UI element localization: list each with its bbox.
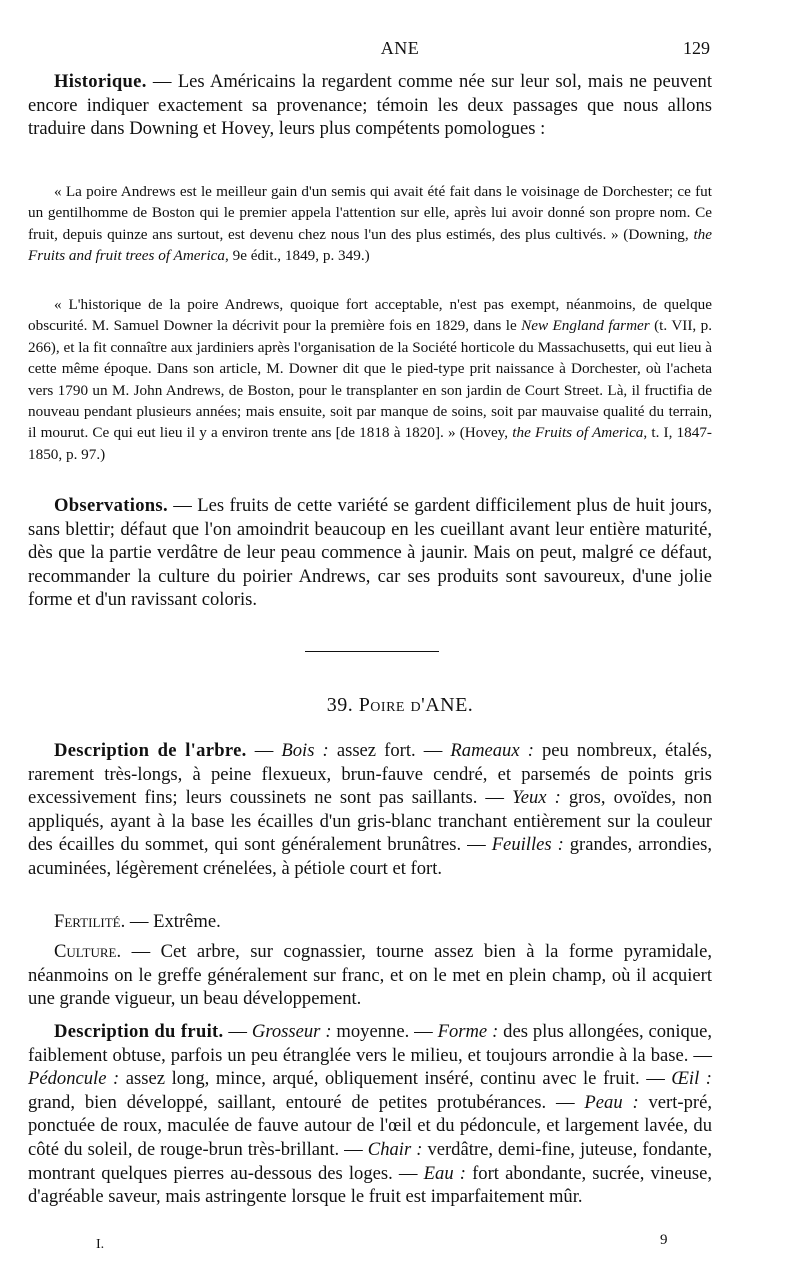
- rameaux-label: Rameaux :: [450, 740, 534, 761]
- dash: —: [246, 740, 282, 761]
- fertilite-paragraph: [28, 910, 712, 934]
- fruit-heading: Description du fruit.: [54, 1021, 224, 1042]
- grosseur-text: moyenne. —: [331, 1021, 438, 1042]
- feuilles-label: Feuilles :: [491, 834, 564, 856]
- bois-label: Bois :: [281, 740, 329, 761]
- rameaux-text: peu nombreux, étalés, rarement très-longs, à peine flexueux, brun-fauve cendré, et parsemés de points gris excessivement fins; leurs coussinets ne sont pas saillants. —: [28, 740, 713, 809]
- section-poire: Poire: [358, 694, 405, 716]
- arbre-heading: Description de l'arbre.: [54, 740, 247, 761]
- quote1-citation: , 9e édit., 1849, p. 349.): [225, 247, 370, 265]
- yeux-text: gros, ovoïdes, non appliqués, ayant à la base les écailles d'un gris-blanc tranchant entièrement sur la couleur des écailles du sommet, qui sont généralement brunâtres. —: [28, 787, 713, 856]
- signature-mark: I.: [96, 1237, 105, 1252]
- culture-text: — Cet arbre, sur cognassier, tourne assez bien à la forme pyramidale, néanmoins on le greffe généralement sur franc, et on le met en plein champ, où il acquiert une grande vigueur, un beau développement.: [28, 941, 712, 1010]
- pedoncule-label: Pédoncule :: [28, 1068, 120, 1090]
- peau-text: vert-pré, ponctuée de roux, maculée de fauve autour de l'œil et du pédoncule, et largement lavée, du côté du soleil, de rouge-brun très-brillant. —: [28, 1091, 712, 1160]
- culture-label: Culture.: [54, 941, 122, 962]
- dash: —: [167, 495, 198, 516]
- section-number: 39.: [326, 694, 354, 716]
- fertilite-text: — Extrême.: [125, 911, 221, 932]
- page-number: 129: [683, 38, 710, 58]
- quote2-text-b: (t. VII, p. 266), et la fit connaître aux jardiniers après l'organisation de la Société horticole du Massachusetts, qui eut lieu à cette même époque. Dans son article, M. Downer dit que le pied-type prit naissance à Dorchester, où l'acheta vers 1790 un M. John Andrews, de Boston, pour le transplanter en son jardin de Court Street. Là, il fructifia de nouveau pendant plusieurs années; mais ensuite, soit par manque de soins, soit par mauvaise qualité du terrain, il mourut. Ce qui eut lieu il y a environ trente ans [de 1818 à 1820]. » (Hovey,: [28, 317, 712, 442]
- downing-quote: [28, 181, 712, 267]
- oeil-label: Œil :: [671, 1068, 712, 1090]
- dash: —: [223, 1021, 252, 1042]
- oeil-text: grand, bien développé, saillant, entouré de petites protubérances. —: [28, 1091, 585, 1113]
- pedoncule-text: assez long, mince, arqué, obliquement inséré, continu avec le fruit. —: [119, 1068, 672, 1090]
- hovey-quote: [28, 294, 712, 465]
- feuilles-text: grandes, arrondies, acuminées, légèrement crénelées, à pétiole court et fort.: [28, 834, 713, 879]
- eau-label: Eau :: [423, 1162, 466, 1184]
- arbre-paragraph: [28, 739, 712, 881]
- quote2-book-title: the Fruits of America: [512, 424, 644, 442]
- culture-paragraph: [28, 940, 712, 1011]
- eau-text: fort abondante, sucrée, vineuse, d'agréable saveur, mais astringente lorsque le fruit est imparfaitement mûr.: [28, 1162, 713, 1208]
- historique-text: Les Américains la regardent comme née sur leur sol, mais ne peuvent encore indiquer exactement sa provenance; témoin les deux passages que nous allons traduire dans Downing et Hovey, leurs plus compétents pomologues :: [28, 71, 713, 140]
- grosseur-label: Grosseur :: [251, 1021, 332, 1042]
- fruit-paragraph: [28, 1020, 712, 1209]
- running-head: [0, 38, 800, 62]
- forme-text: des plus allongées, conique, faiblement obtuse, parfois un peu étranglée vers le milieu, et toujours arrondie à la base. —: [28, 1021, 713, 1066]
- running-head-title: ANE: [380, 38, 420, 58]
- historique-paragraph: [28, 70, 712, 141]
- section-name: ANE.: [425, 694, 474, 716]
- quote2-text-a: « L'historique de la poire Andrews, quoique fort acceptable, n'est pas exempt, néanmoins, de quelque obscurité. M. Samuel Downer la décrivit pour la première fois en 1829, dans le: [28, 296, 712, 335]
- observations-heading: Observations.: [54, 495, 168, 516]
- chair-label: Chair :: [367, 1138, 423, 1160]
- historique-heading: Historique.: [54, 71, 147, 92]
- quote2-journal-title: New England farmer: [521, 317, 650, 335]
- gathering-number: 9: [660, 1232, 668, 1248]
- section-d: d': [410, 694, 426, 716]
- quote2-citation: , t. I, 1847-1850, p. 97.): [28, 424, 712, 463]
- observations-text: Les fruits de cette variété se gardent difficilement plus de huit jours, sans blettir; défaut que l'on amoindrit beaucoup en les cueillant avant leur entière maturité, dès que la partie verdâtre de leur peau commence à jaunir. Mais on peut, malgré ce défaut, recommander la culture du poirier Andrews, car ses produits sont savoureux, d'une jolie forme et d'un ravissant coloris.: [28, 495, 712, 611]
- section-title: [0, 694, 800, 717]
- chair-text: verdâtre, demi-fine, juteuse, fondante, montrant quelques pierres au-dessous des loges. —: [28, 1138, 712, 1184]
- fertilite-label: Fertilité.: [54, 911, 126, 932]
- observations-paragraph: [28, 494, 712, 612]
- bois-text: assez fort. —: [328, 740, 451, 761]
- section-divider: [305, 651, 439, 652]
- dash: —: [146, 71, 178, 92]
- peau-label: Peau :: [584, 1091, 639, 1113]
- forme-label: Forme :: [437, 1021, 499, 1042]
- quote1-text: « La poire Andrews est le meilleur gain d'un semis qui avait été fait dans le voisinage de Dorchester; ce fut un gentilhomme de Boston qui le premier appela l'attention sur elle, après lui avoir donné son propre nom. Ce fruit, depuis quinze ans surtout, est devenu chez nous l'un des plus estimés, des plus cultivés. » (Downing,: [28, 183, 712, 243]
- quote1-book-title: the Fruits and fruit trees of America: [28, 225, 712, 265]
- yeux-label: Yeux :: [512, 787, 561, 809]
